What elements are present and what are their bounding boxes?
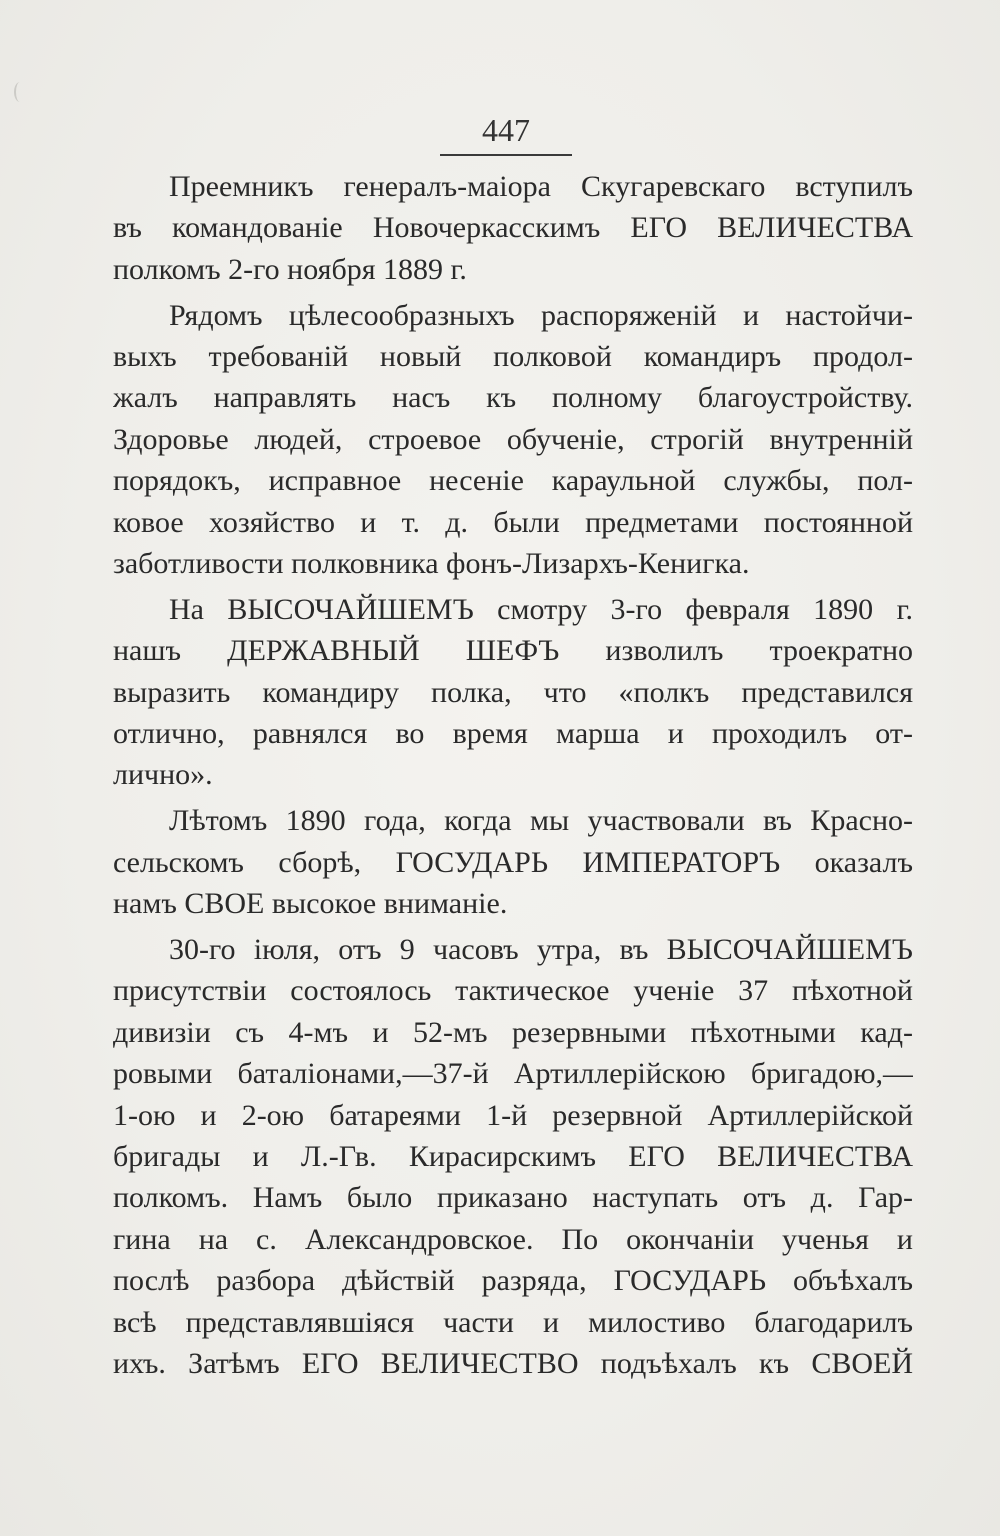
text-line: Рядомъ цѣлесообразныхъ распоряженій и настойчи- [169, 298, 913, 332]
text-line: ровыми баталіонами,—37-й Артиллерійскою бригадою,— [113, 1057, 913, 1091]
text-line: бригады и Л.-Гв. Кирасирскимъ ЕГО ВЕЛИЧЕСТВА [113, 1139, 913, 1173]
text-line: Здоровье людей, строевое обученіе, строгій внутренній [113, 422, 913, 456]
header-rule [440, 154, 572, 156]
text-line: Преемникъ генералъ-маіора Скугаревскаго вступилъ [169, 170, 913, 203]
text-line: дивизіи съ 4-мъ и 52-мъ резервными пѣхотными кад- [113, 1015, 913, 1049]
paragraph [113, 800, 913, 924]
paragraph [113, 166, 913, 290]
text-line: гина на с. Александровское. По окончаніи ученья и [113, 1222, 913, 1256]
page-edge-mark [14, 82, 26, 102]
text-line: выхъ требованій новый полковой командиръ продол- [113, 340, 913, 374]
text-line: намъ СВОЕ высокое вниманіе. [113, 887, 508, 921]
text-line: 30-го іюля, отъ 9 часовъ утра, въ ВЫСОЧАЙШЕМЪ [169, 933, 913, 967]
text-line: нашъ ДЕРЖАВНЫЙ ШЕФЪ изволилъ троекратно [113, 634, 913, 668]
text-line: ихъ. Затѣмъ ЕГО ВЕЛИЧЕСТВО подъѣхалъ къ СВОЕЙ [113, 1346, 913, 1380]
text-line: отлично, равнялся во время марша и проходилъ от- [113, 717, 913, 751]
paragraph [113, 929, 913, 1384]
text-line: послѣ разбора дѣйствій разряда, ГОСУДАРЬ объѣхалъ [113, 1264, 913, 1298]
paragraph [113, 295, 913, 585]
body-text [113, 166, 913, 1384]
text-line: Лѣтомъ 1890 года, когда мы участвовали въ Красно- [169, 804, 913, 838]
text-line: На ВЫСОЧАЙШЕМЪ смотру 3-го февраля 1890 г. [169, 592, 913, 626]
text-line: выразить командиру полка, что «полкъ представился [113, 675, 913, 709]
text-line: ковое хозяйство и т. д. были предметами постоянной [113, 505, 913, 539]
page-header [440, 112, 572, 156]
text-line: сельскомъ сборѣ, ГОСУДАРЬ ИМПЕРАТОРЪ оказалъ [113, 845, 913, 879]
text-line: присутствіи состоялось тактическое ученіе 37 пѣхотной [113, 974, 913, 1008]
text-line: порядокъ, исправное несеніе караульной службы, пол- [113, 464, 913, 498]
text-line: въ командованіе Новочеркасскимъ ЕГО ВЕЛИЧЕСТВА [113, 211, 913, 245]
page-number: 447 [482, 112, 530, 148]
text-line: лично». [113, 758, 213, 792]
text-line: заботливости полковника фонъ-Лизархъ-Кенигка. [113, 547, 750, 581]
text-line: полкомъ 2-го ноября 1889 г. [113, 252, 467, 286]
text-line: 1-ою и 2-ою батареями 1-й резервной Артиллерійской [113, 1098, 913, 1132]
text-line: полкомъ. Намъ было приказано наступать отъ д. Гар- [113, 1181, 913, 1215]
text-line: жалъ направлять насъ къ полному благоустройству. [113, 381, 913, 415]
paragraph [113, 589, 913, 796]
text-line: всѣ представлявшіяся части и милостиво благодарилъ [113, 1305, 913, 1339]
